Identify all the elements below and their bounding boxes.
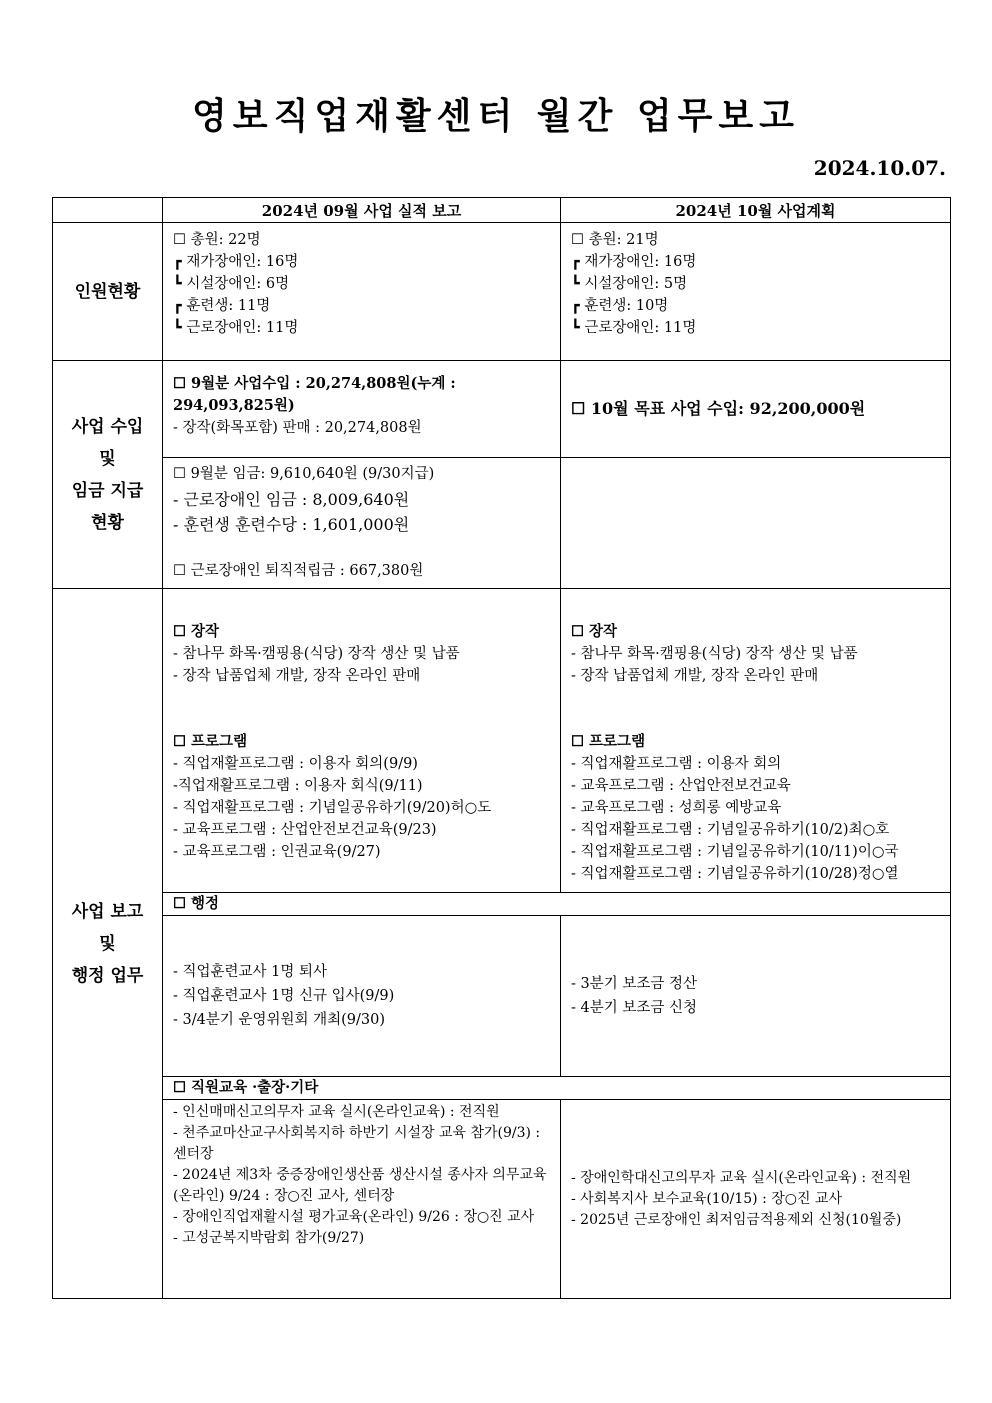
right-firewood-item: - 장작 납품업체 개발, 장작 온라인 판매 xyxy=(571,668,819,684)
edu-title: ☐ 직원교육 ·출장·기타 xyxy=(173,1079,319,1096)
right-program-item: - 직업재활프로그램 : 기념일공유하기(10/2)최○호 xyxy=(571,822,890,838)
admin-row xyxy=(53,916,951,1077)
header-september-results: 2024년 09월 사업 실적 보고 xyxy=(163,198,561,223)
business-label xyxy=(53,589,163,1299)
income-right-top-cell xyxy=(561,361,951,458)
business-row-main xyxy=(53,589,951,893)
left-edu-item: - 고성군복지박람회 참가(9/27) xyxy=(173,1230,365,1246)
admin-left-cell xyxy=(163,916,561,1077)
personnel-left-line: ┏ 훈련생: 11명 xyxy=(173,298,271,314)
left-firewood-item: - 참나무 화목·캠핑용(식당) 장작 생산 및 납품 xyxy=(173,646,460,662)
right-program-item: - 교육프로그램 : 성희롱 예방교육 xyxy=(571,800,782,816)
right-program-title: ☐ 프로그램 xyxy=(571,733,646,750)
september-revenue: ☐ 9월분 사업수입 : 20,274,808원(누계 : 294,093,825원) xyxy=(173,375,456,414)
personnel-right-line: ┏ 재가장애인: 16명 xyxy=(571,254,697,270)
right-firewood-item: - 참나무 화목·캠핑용(식당) 장작 생산 및 납품 xyxy=(571,646,858,662)
personnel-left-line: ┗ 근로장애인: 11명 xyxy=(173,320,299,336)
left-admin-item: - 직업훈련교사 1명 신규 입사(9/9) xyxy=(173,988,395,1004)
personnel-right-line: ┏ 훈련생: 10명 xyxy=(571,298,669,314)
personnel-right-line: ☐ 총원: 21명 xyxy=(571,232,659,248)
firewood-sales: - 장작(화목포함) 판매 : 20,274,808원 xyxy=(173,420,422,436)
income-label xyxy=(53,361,163,589)
september-wages: ☐ 9월분 임금: 9,610,640원 (9/30지급) xyxy=(173,466,435,482)
left-edu-item: - 장애인직업재활시설 평가교육(온라인) 9/26 : 장○진 교사 xyxy=(173,1209,535,1225)
edu-row xyxy=(53,1100,951,1299)
admin-title-cell xyxy=(163,893,951,916)
business-label-line: 행정 업무 xyxy=(71,965,144,986)
left-program-item: -직업재활프로그램 : 이용자 회식(9/11) xyxy=(173,778,423,794)
left-program-item: - 교육프로그램 : 인권교육(9/27) xyxy=(173,844,381,860)
right-program-item: - 직업재활프로그램 : 기념일공유하기(10/11)이○국 xyxy=(571,844,899,860)
personnel-left-cell xyxy=(163,223,561,361)
header-october-plan: 2024년 10월 사업계획 xyxy=(561,198,951,223)
left-admin-item: - 3/4분기 운영위원회 개최(9/30) xyxy=(173,1012,386,1028)
left-program-item: - 직업재활프로그램 : 이용자 회의(9/9) xyxy=(173,756,418,772)
income-label-line: 임금 지급 xyxy=(71,480,144,501)
personnel-right-line: ┗ 근로장애인: 11명 xyxy=(571,320,697,336)
left-admin-item: - 직업훈련교사 1명 퇴사 xyxy=(173,964,328,980)
right-admin-item: - 4분기 보조금 신청 xyxy=(571,1000,698,1016)
income-row-bottom xyxy=(53,458,951,589)
left-firewood-title: ☐ 장작 xyxy=(173,623,220,640)
business-label-line: 사업 보고 xyxy=(71,901,144,922)
personnel-label: 인원현황 xyxy=(53,223,163,361)
right-admin-item: - 3분기 보조금 정산 xyxy=(571,976,698,992)
personnel-left-line: ┗ 시설장애인: 6명 xyxy=(173,276,290,292)
right-edu-item: - 장애인학대신고의무자 교육 실시(온라인교육) : 전직원 xyxy=(571,1169,912,1186)
retirement-savings: ☐ 근로장애인 퇴직적립금 : 667,380원 xyxy=(173,563,424,579)
edu-title-cell xyxy=(163,1077,951,1100)
trainee-allowance: - 훈련생 훈련수당 : 1,601,000원 xyxy=(173,515,410,534)
edu-left-cell xyxy=(163,1100,561,1299)
admin-title: ☐ 행정 xyxy=(173,895,220,912)
header-empty-cell xyxy=(53,198,163,223)
income-label-line: 사업 수입 xyxy=(71,416,144,437)
personnel-row xyxy=(53,223,951,361)
personnel-right-line: ┗ 시설장애인: 5명 xyxy=(571,276,688,292)
left-edu-item: - 인신매매신고의무자 교육 실시(온라인교육) : 전직원 xyxy=(173,1104,500,1120)
left-edu-item: - 2024년 제3차 중증장애인생산품 생산시설 종사자 의무교육(온라인) 9/24 : 장○진 교사, 센터장 xyxy=(173,1167,547,1204)
header-row xyxy=(53,198,951,223)
business-label-line: 및 xyxy=(99,933,116,954)
left-program-title: ☐ 프로그램 xyxy=(173,733,248,750)
page-title: 영보직업재활센터 월간 업무보고 xyxy=(192,95,800,137)
right-edu-item: - 2025년 근로장애인 최저임금적용제외 신청(10월중) xyxy=(571,1211,902,1228)
report-table xyxy=(52,197,951,1299)
income-left-top-cell xyxy=(163,361,561,458)
october-target-revenue: ☐ 10월 목표 사업 수입: 92,200,000원 xyxy=(571,399,866,418)
right-program-item: - 교육프로그램 : 산업안전보건교육 xyxy=(571,778,791,794)
income-label-line: 및 xyxy=(99,448,116,469)
income-right-bottom-cell xyxy=(561,458,951,589)
business-right-cell xyxy=(561,589,951,893)
personnel-left-line: ☐ 총원: 22명 xyxy=(173,232,261,248)
left-program-item: - 직업재활프로그램 : 기념일공유하기(9/20)허○도 xyxy=(173,800,492,816)
business-left-cell xyxy=(163,589,561,893)
personnel-left-line: ┏ 재가장애인: 16명 xyxy=(173,254,299,270)
right-firewood-title: ☐ 장작 xyxy=(571,623,618,640)
income-label-line: 현황 xyxy=(91,512,124,533)
worker-wages: - 근로장애인 임금 : 8,009,640원 xyxy=(173,490,410,509)
right-program-item: - 직업재활프로그램 : 기념일공유하기(10/28)정○열 xyxy=(571,866,899,882)
blank-line xyxy=(173,537,550,559)
report-date: 2024.10.07. xyxy=(813,156,946,180)
edu-right-cell xyxy=(561,1100,951,1299)
income-left-bottom-cell xyxy=(163,458,561,589)
admin-title-row xyxy=(53,893,951,916)
personnel-right-cell xyxy=(561,223,951,361)
left-program-item: - 교육프로그램 : 산업안전보건교육(9/23) xyxy=(173,822,437,838)
right-program-item: - 직업재활프로그램 : 이용자 회의 xyxy=(571,756,782,772)
admin-right-cell xyxy=(561,916,951,1077)
income-row-top xyxy=(53,361,951,458)
left-edu-item: - 천주교마산교구사회복지하 하반기 시설장 교육 참가(9/3) : 센터장 xyxy=(173,1125,541,1162)
edu-title-row xyxy=(53,1077,951,1100)
right-edu-item: - 사회복지사 보수교육(10/15) : 장○진 교사 xyxy=(571,1190,842,1207)
left-firewood-item: - 장작 납품업체 개발, 장작 온라인 판매 xyxy=(173,668,421,684)
